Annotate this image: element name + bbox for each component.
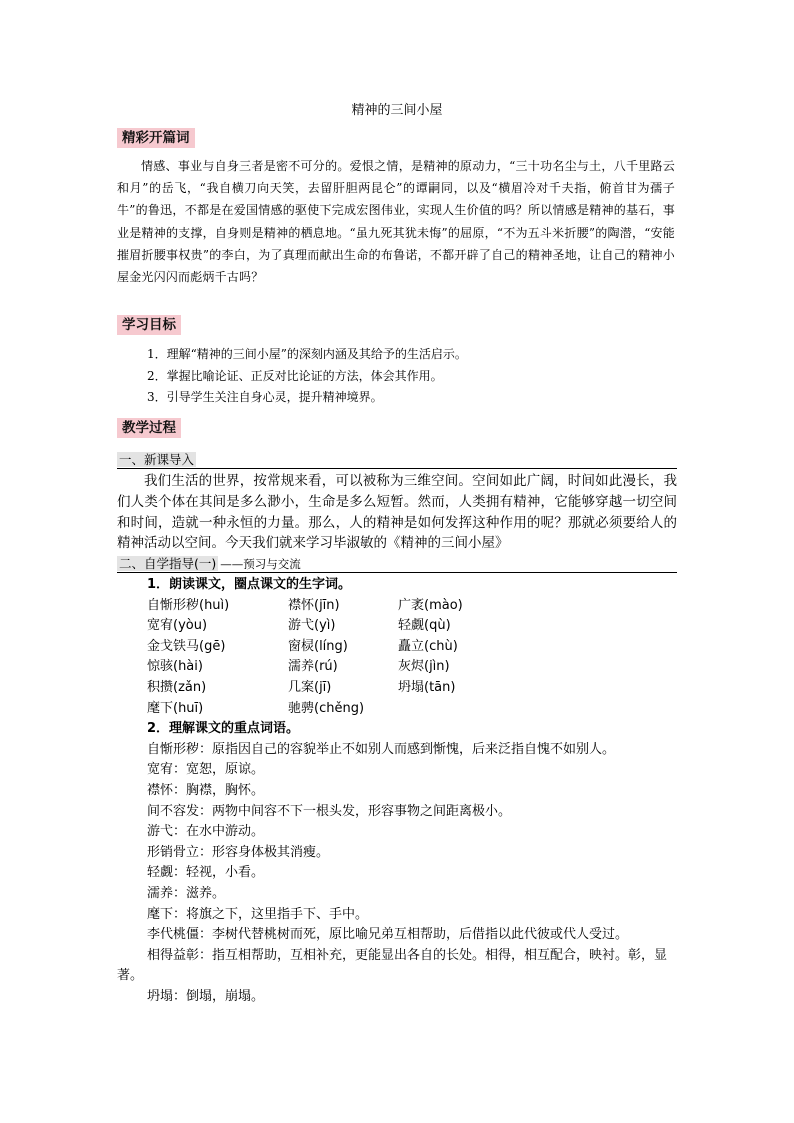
section-heading-opening: 精彩开篇词 bbox=[117, 128, 195, 148]
vocab-item: 矗立(chù) bbox=[398, 638, 458, 654]
opening-text: 情感、事业与自身三者是密不可分的。爱恨之情，是精神的原动力，“三十功名尘与土，八千里路云和月”的岳飞，“我自横刀向天笑，去留肝胆两昆仑”的谭嗣同，以及“横眉冷对千夫指，俯首甘为孺子牛”的鲁迅，不都是在爱国情感的驱使下完成宏图伟业，实现人生价值的吗？所以情感是精神的基石，事业是精神的支撑，自身则是精神的栖息地。“虽九死其犹未悔”的屈原，“不为五斗米折腰”的陶潜，“安能摧眉折腰事权贵”的李白，为了真理而献出生命的布鲁诺，不都开辟了自己的精神圣地，让自己的精神小屋金光闪闪而彪炳千古吗？ bbox=[117, 159, 675, 285]
definition-line: 轻觑：轻视，小看。 bbox=[147, 865, 265, 881]
definition-line: 间不容发：两物中间容不下一根头发，形容事物之间距离极小。 bbox=[147, 803, 512, 819]
vocab-item: 广袤(mào) bbox=[398, 597, 463, 613]
goal-item: 2．掌握比喻论证、正反对比论证的方法，体会其作用。 bbox=[147, 368, 443, 383]
page-title: 精神的三间小屋 bbox=[351, 103, 443, 118]
vocab-item: 灰烬(jìn) bbox=[398, 659, 450, 675]
vocab-item: 自惭形秽(huì) bbox=[147, 597, 230, 613]
step2-heading: 2．理解课文的重点词语。 bbox=[147, 721, 300, 737]
section-heading-goals: 学习目标 bbox=[117, 315, 181, 335]
goal-item: 1．理解“精神的三间小屋”的深刻内涵及其给予的生活启示。 bbox=[147, 347, 467, 361]
vocab-item: 麾下(huī) bbox=[147, 700, 204, 716]
part2-heading bbox=[117, 555, 677, 573]
part2-sublabel: ——预习与交流 bbox=[220, 557, 301, 571]
part2-content bbox=[117, 575, 677, 1007]
vocab-item: 襟怀(jīn) bbox=[288, 597, 340, 613]
definition-line: 濡养：滋养。 bbox=[147, 885, 226, 901]
definition-line: 坍塌：倒塌，崩塌。 bbox=[147, 988, 265, 1004]
section-heading-process: 教学过程 bbox=[117, 418, 181, 438]
definition-line: 形销骨立：形容身体极其消瘦。 bbox=[147, 844, 330, 860]
vocab-item: 窗棂(líng) bbox=[288, 638, 348, 654]
part1-label: 一、新课导入 bbox=[119, 452, 195, 467]
goals-list bbox=[117, 344, 677, 409]
definition-line: 襟怀：胸襟，胸怀。 bbox=[147, 782, 265, 798]
definition-line: 李代桃僵：李树代替桃树而死，原比喻兄弟互相帮助，后借指以此代彼或代人受过。 bbox=[147, 927, 629, 943]
definition-line: 宽宥：宽恕，原谅。 bbox=[147, 762, 265, 778]
definition-line-wrapped: 相得益彰：指互相帮助，互相补充，更能显出各自的长处。相得，相互配合，映衬。彰，显著。 bbox=[117, 947, 668, 984]
part1-heading bbox=[117, 451, 677, 469]
goal-item: 3．引导学生关注自身心灵，提升精神境界。 bbox=[147, 390, 383, 404]
vocab-item: 几案(jī) bbox=[288, 679, 332, 695]
vocab-item: 驰骋(chěng) bbox=[288, 700, 365, 716]
vocab-item bbox=[398, 699, 518, 720]
definition-line: 游弋：在水中游动。 bbox=[147, 824, 265, 840]
vocab-item: 轻觑(qù) bbox=[398, 618, 451, 634]
vocab-item: 金戈铁马(gē) bbox=[147, 638, 226, 654]
opening-paragraph bbox=[117, 155, 675, 288]
vocab-item: 积攒(zǎn) bbox=[147, 679, 207, 695]
vocab-item: 宽宥(yòu) bbox=[147, 618, 208, 634]
step1-heading: 1．朗读课文，圈点课文的生字词。 bbox=[147, 577, 352, 592]
intro-text: 我们生活的世界，按常规来看，可以被称为三维空间。空间如此广阔，时间如此漫长，我们人类个体在其间是多么渺小，生命是多么短暂。然而，人类拥有精神，它能够穿越一切空间和时间，造就一种永恒的力量。那么，人的精神是如何发挥这种作用的呢？那就必须要给人的精神活动以空间。今天我们就来学习毕淑敏的《精神的三间小屋》 bbox=[117, 473, 677, 552]
vocab-item: 坍塌(tān) bbox=[398, 679, 456, 695]
vocab-item: 游弋(yì) bbox=[288, 618, 336, 634]
definition-line: 自惭形秽：原指因自己的容貌举止不如别人而感到惭愧，后来泛指自愧不如别人。 bbox=[147, 741, 616, 757]
definition-line: 麾下：将旗之下，这里指手下、手中。 bbox=[147, 906, 369, 922]
part2-label: 二、自学指导(一) bbox=[119, 556, 217, 571]
vocab-item: 惊骇(hài) bbox=[147, 659, 203, 675]
vocab-grid bbox=[117, 596, 677, 720]
intro-paragraph bbox=[117, 471, 677, 554]
vocab-item: 濡养(rú) bbox=[288, 659, 338, 675]
